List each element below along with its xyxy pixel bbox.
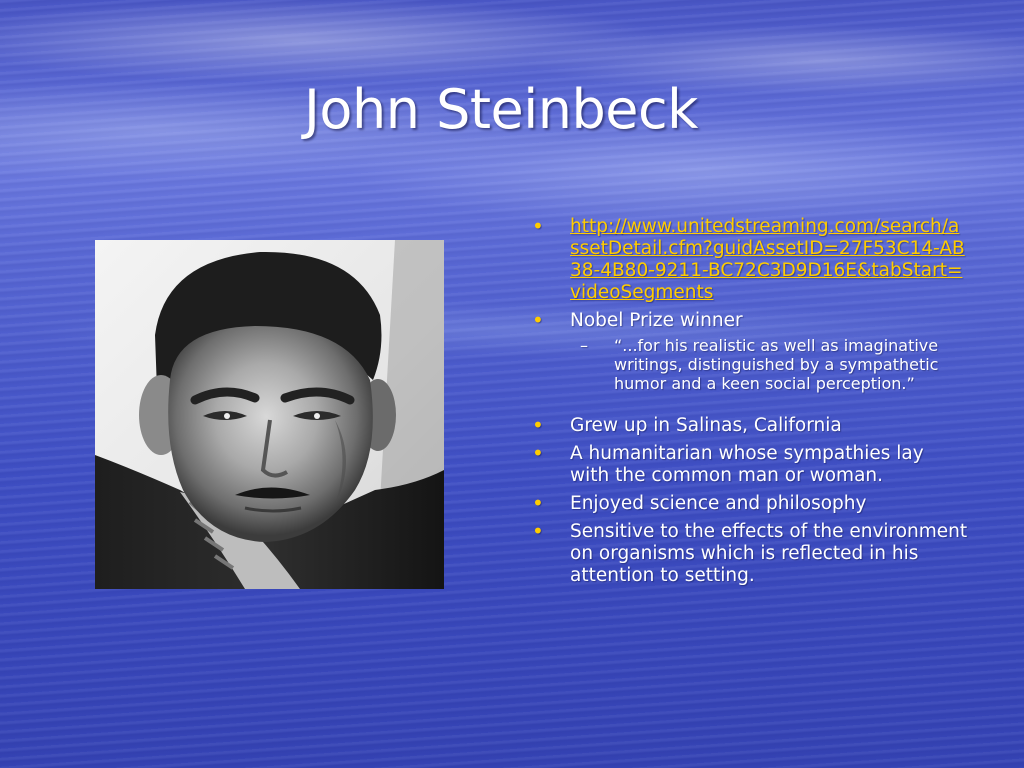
bullet-environment (530, 521, 968, 587)
dash-icon: – (580, 336, 588, 355)
bullet-link-item (530, 216, 968, 304)
bullet-icon: • (532, 519, 544, 543)
video-link[interactable]: http://www.unitedstreaming.com/search/assetDetail.cfm?guidAssetID=27F53C14-AB38-4B80-9211-BC72C3D9D16E&tabStart=videoSegments (570, 216, 965, 303)
bullet-humanitarian (530, 443, 968, 487)
sub-bullet-quote (570, 336, 968, 393)
sub-bullet-text: “...for his realistic as well as imaginative writings, distinguished by a sympathetic humor and a keen social perception.” (614, 336, 939, 393)
bullet-icon: • (532, 308, 544, 332)
bullet-salinas (530, 415, 968, 437)
portrait-photo (95, 240, 444, 589)
bullet-text: Grew up in Salinas, California (570, 415, 842, 436)
bullet-text: Sensitive to the effects of the environment on organisms which is reflected in his attention to setting. (570, 521, 968, 586)
bullet-nobel-prize (530, 310, 968, 393)
bullet-text: Nobel Prize winner (570, 310, 743, 331)
bullet-science (530, 493, 968, 515)
bullet-text: Enjoyed science and philosophy (570, 493, 867, 514)
slide-title: John Steinbeck (304, 78, 698, 141)
bullet-icon: • (532, 491, 544, 515)
bullet-icon: • (532, 413, 544, 437)
bullet-icon: • (532, 441, 544, 465)
spacer (530, 399, 968, 415)
bullet-list (530, 216, 968, 593)
bullet-icon: • (532, 214, 544, 238)
bullet-text: A humanitarian whose sympathies lay with the common man or woman. (570, 443, 924, 486)
